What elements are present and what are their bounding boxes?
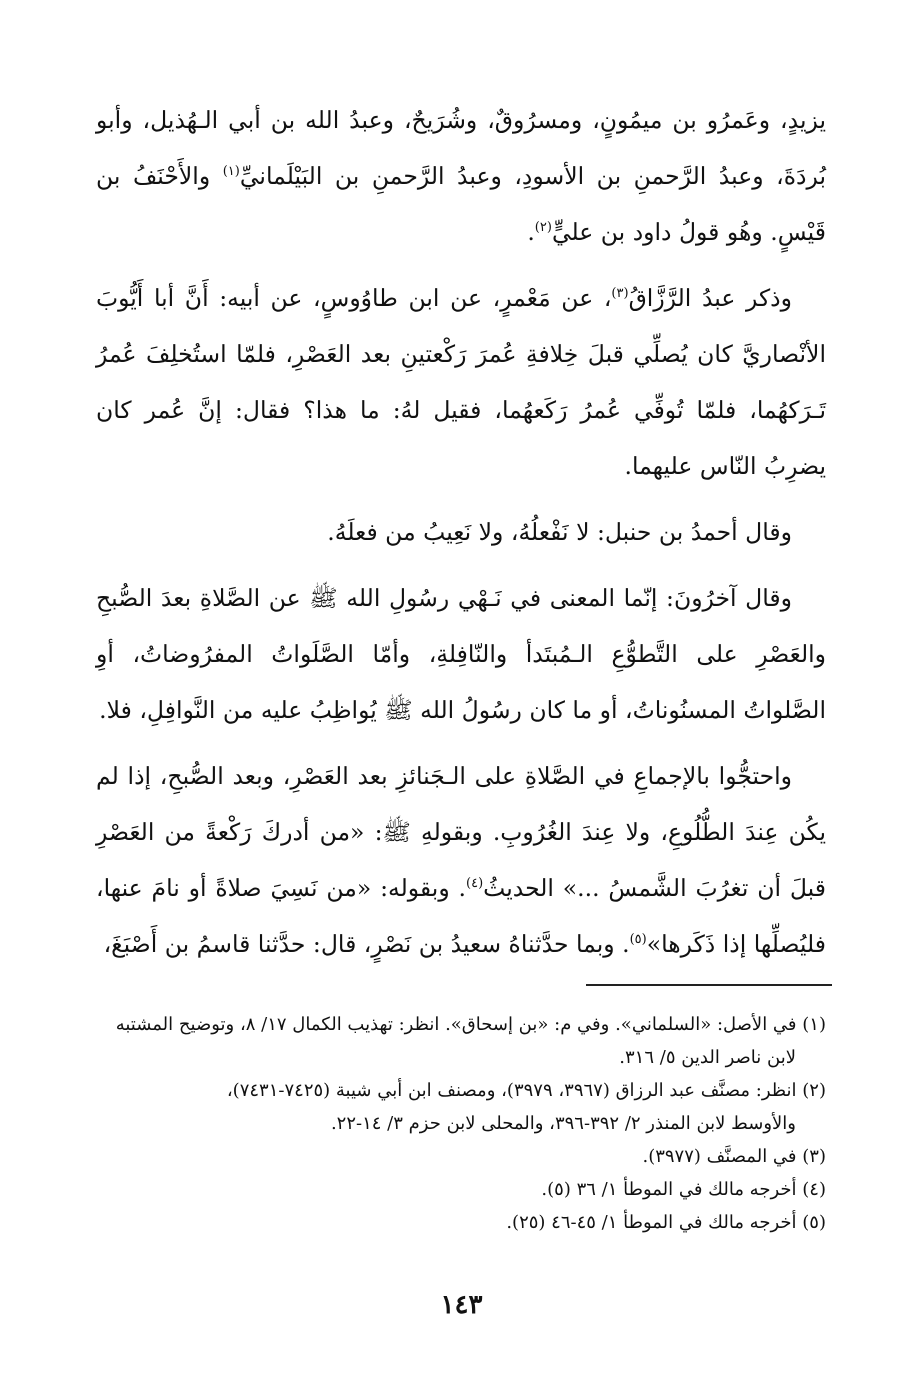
footnote-reference[interactable]: (٤) bbox=[466, 876, 484, 892]
footnotes bbox=[96, 1008, 826, 1239]
footnote-marker: (١) bbox=[802, 1014, 826, 1035]
footnote-marker: (٢) bbox=[802, 1080, 826, 1101]
footnote bbox=[96, 1008, 826, 1041]
paragraph bbox=[96, 504, 826, 560]
paragraph-text: وذكر عبدُ الرَّزَّاقُ bbox=[628, 284, 792, 312]
footnote-text: أخرجه مالك في الموطأ ١/ ٤٥-٤٦ (٢٥). bbox=[506, 1212, 797, 1233]
paragraph-text: يزيدٍ، وعَمرُو بن ميمُونٍ، ومسرُوقٌ، وشُرَيحٌ، وعبدُ الله بن أبي الـهُذيل، وأبو بُردَةَ، وعبدُ الرَّحمنِ بن الأسودِ، وعبدُ الرَّحمنِ بن البَيْلَمانيِّ bbox=[96, 106, 827, 190]
paragraph-text: واحتجُّوا بالإجماعِ في الصَّلاةِ على الـجَنائزِ بعد العَصْرِ، وبعد الصُّبحِ، إذا لم يكُن عِندَ الطُّلُوعِ، ولا عِندَ الغُرُوبِ. وبقولهِ ﷺ: «من أدركَ رَكْعةً من العَصْرِ قبلَ أن تغرُبَ الشَّمسُ ...» الحديثُ bbox=[96, 762, 827, 902]
paragraph-text: ، عن مَعْمرٍ، عن ابن طاوُوسٍ، عن أبيه: أَنَّ أبا أَيُّوبَ الأنْصاريَّ كان يُصلِّي قبلَ خِلافةِ عُمرَ رَكْعتينِ بعد العَصْرِ، فلمّا استُخلِفَ عُمرُ تَـرَكهُما، فلمّا تُوفِّي عُمرُ رَكَعهُما، فقيل لهُ: ما هذا؟ فقال: إنَّ عُمر كان يضرِبُ النّاس عليهما. bbox=[96, 284, 826, 480]
footnote bbox=[96, 1074, 826, 1107]
footnote-text: والأوسط لابن المنذر ٢/ ٣٩٢-٣٩٦، والمحلى لابن حزم ٣/ ١٤-٢٢. bbox=[330, 1113, 796, 1134]
footnote-reference[interactable]: (٢) bbox=[534, 220, 552, 236]
paragraph-text: . وبقوله: «من نَسِيَ صلاةً أو نامَ عنها، فليُصلِّها إذا ذَكَرها» bbox=[96, 874, 826, 958]
footnote bbox=[96, 1140, 826, 1173]
footnote-marker: (٥) bbox=[802, 1212, 826, 1233]
footnote-text: في الأصل: «السلماني». وفي م: «بن إسحاق». انظر: تهذيب الكمال ١٧/ ٨، وتوضيح المشتبه bbox=[115, 1014, 797, 1035]
paragraph-text: والأَحْنَفُ بن قَيْسٍ. وهُو قولُ داود بن عليٍّ bbox=[96, 162, 826, 246]
paragraph-text: . bbox=[527, 218, 535, 246]
paragraph-text: وقال أحمدُ بن حنبل: لا نَفْعلُهُ، ولا نَعِيبُ من فعلَهُ. bbox=[327, 518, 792, 546]
footnote-text: انظر: مصنَّف عبد الرزاق (٣٩٦٧، ٣٩٧٩)، ومصنف ابن أبي شيبة (٧٤٢٥-٧٤٣١)، bbox=[226, 1080, 797, 1101]
paragraph-text: وقال آخرُونَ: إنّما المعنى في نَـهْي رسُولِ الله ﷺ عن الصَّلاةِ بعدَ الصُّبحِ والعَصْرِ على التَّطوُّعِ الـمُبتَدأ والنّافِلةِ، وأمّا الصَّلَواتُ المفرُوضاتُ، أوِ الصَّلواتُ المسنُوناتُ، أو ما كان رسُولُ الله ﷺ يُواظِبُ عليه من النَّوافِلِ، فلا. bbox=[96, 584, 826, 724]
footnote-marker: (٤) bbox=[802, 1179, 826, 1200]
footnote-reference[interactable]: (١) bbox=[222, 164, 240, 180]
footnote-continuation bbox=[96, 1041, 826, 1074]
footnote bbox=[96, 1206, 826, 1239]
footnote-reference[interactable]: (٥) bbox=[629, 932, 647, 948]
paragraph bbox=[96, 748, 826, 972]
footnote-text: في المصنَّف (٣٩٧٧). bbox=[642, 1146, 797, 1167]
footnote-continuation bbox=[96, 1107, 826, 1140]
paragraph-text: . وبما حدَّثناهُ سعيدُ بن نَصْرٍ، قال: حدَّثنا قاسمُ بن أَصْبَغَ، bbox=[103, 930, 630, 958]
footnote-text: أخرجه مالك في الموطأ ١/ ٣٦ (٥). bbox=[541, 1179, 797, 1200]
paragraph bbox=[96, 92, 826, 260]
footnote-text: لابن ناصر الدين ٥/ ٣١٦. bbox=[619, 1047, 796, 1068]
paragraph bbox=[96, 570, 826, 738]
footnote-separator bbox=[586, 984, 832, 986]
footnote-marker: (٣) bbox=[802, 1146, 826, 1167]
main-text bbox=[96, 92, 826, 982]
paragraph bbox=[96, 270, 826, 494]
footnote bbox=[96, 1173, 826, 1206]
footnote-reference[interactable]: (٣) bbox=[611, 286, 629, 302]
page-number: ١٤٣ bbox=[440, 1290, 483, 1320]
